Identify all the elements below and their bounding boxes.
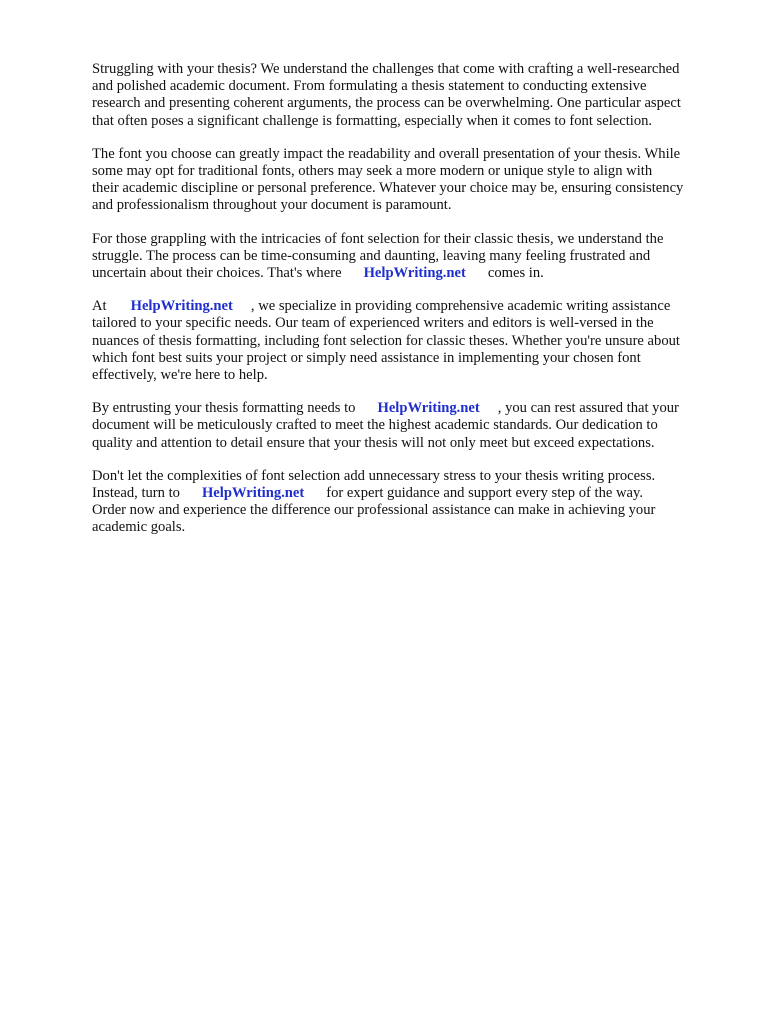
helpwriting-link[interactable]: HelpWriting.net	[377, 400, 480, 417]
paragraph-text: , you can rest assured that your document will be meticulously crafted to meet the highest academic standards. Our dedication to quality and attention to detail ensure that your thesis will not only meet but exceed expectations.	[92, 400, 679, 451]
paragraph-services	[92, 298, 722, 384]
paragraph-text: By entrusting your thesis formatting needs to	[92, 400, 356, 417]
paragraph-text: For those grappling with the intricacies of font selection for their classic thesis, we understand the struggle. The process can be time-consuming and daunting, leaving many feeling frustrated and uncertain about their choices. That's where	[92, 230, 664, 282]
helpwriting-link[interactable]: HelpWriting.net	[201, 485, 305, 502]
paragraph-text: Don't let the complexities of font selection add unnecessary stress to your thesis writing process. Instead, turn to	[92, 467, 656, 502]
paragraph-text: for expert guidance and support every step of the way. Order now and experience the difference our professional assistance can make in achieving your academic goals.	[92, 485, 656, 536]
paragraph-font-choice: The font you choose can greatly impact the readability and overall presentation of your thesis. While some may opt for traditional fonts, others may seek a more modern or unique style to align with their academic discipline or personal preference. Whatever your choice may be, ensuring consistency and professionalism throughout your document is paramount.	[92, 145, 684, 214]
document-body	[92, 61, 722, 553]
paragraph-intro: Struggling with your thesis? We understand the challenges that come with crafting a well-researched and polished academic document. From formulating a thesis statement to conducting extensive research and presenting coherent arguments, the process can be overwhelming. One particular aspect that often poses a significant challenge is formatting, especially when it comes to font selection.	[92, 61, 681, 129]
paragraph-text: At	[92, 298, 107, 315]
paragraph-struggle	[92, 231, 722, 283]
paragraph-text: comes in.	[487, 265, 544, 282]
paragraph-text: , we specialize in providing comprehensive academic writing assistance tailored to your specific needs. Our team of experienced writers and editors is well-versed in the nuances of thesis formatting, including font selection for classic theses. Whether you're unsure about which font best suits your project or simply need assistance in implementing your chosen font effectively, we're here to help.	[92, 298, 680, 384]
paragraph-closing	[92, 468, 722, 537]
helpwriting-link[interactable]: HelpWriting.net	[363, 265, 466, 282]
paragraph-entrust	[92, 400, 722, 452]
helpwriting-link[interactable]: HelpWriting.net	[130, 298, 233, 315]
